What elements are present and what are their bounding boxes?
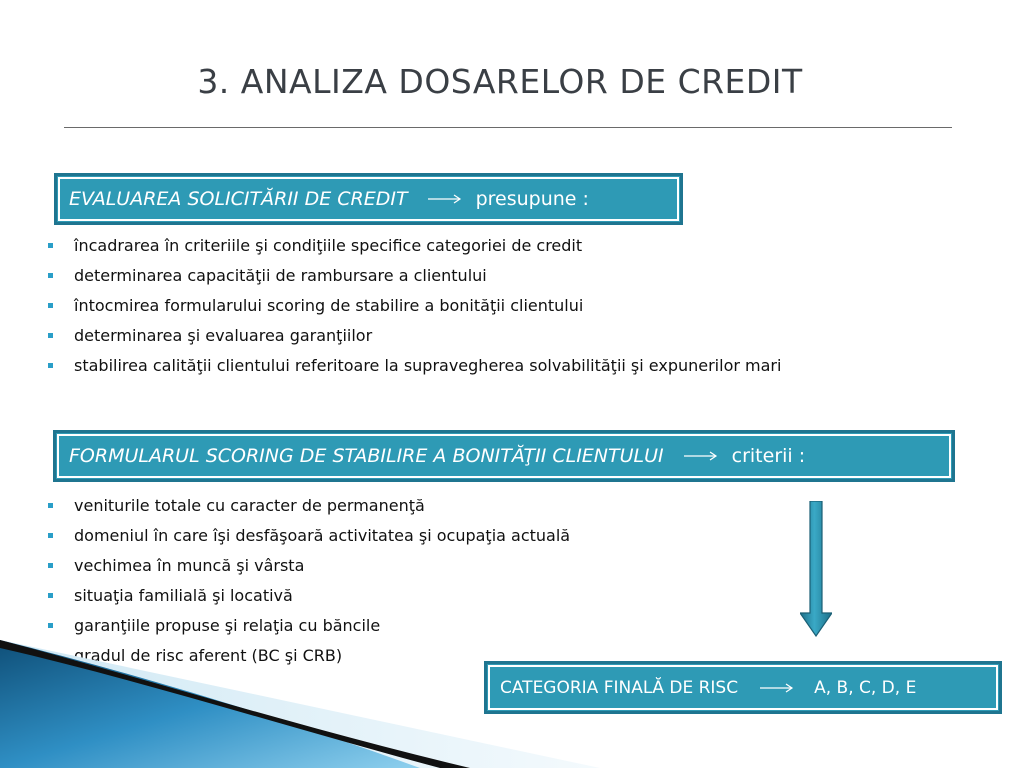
list-item: întocmirea formularului scoring de stabilire a bonităţii clientului bbox=[44, 296, 781, 326]
list-item: determinarea şi evaluarea garanţiilor bbox=[44, 326, 781, 356]
evaluation-bullet-list bbox=[44, 236, 781, 386]
scoring-header-box bbox=[53, 430, 955, 482]
bullet-square-icon bbox=[48, 623, 53, 628]
list-item: încadrarea în criteriile şi condiţiile specifice categoriei de credit bbox=[44, 236, 781, 266]
list-item: domeniul în care îşi desfăşoară activitatea şi ocupaţia actuală bbox=[44, 526, 570, 556]
bullet-square-icon bbox=[48, 303, 53, 308]
list-item: gradul de risc aferent (BC şi CRB) bbox=[44, 646, 570, 676]
list-item: garanţiile propuse şi relaţia cu băncile bbox=[44, 616, 570, 646]
bullet-square-icon bbox=[48, 593, 53, 598]
list-item: situaţia familială şi locativă bbox=[44, 586, 570, 616]
page-title: 3. ANALIZA DOSARELOR DE CREDIT bbox=[197, 62, 803, 101]
bullet-square-icon bbox=[48, 533, 53, 538]
scoring-suffix: criterii : bbox=[731, 445, 806, 467]
bullet-square-icon bbox=[48, 503, 53, 508]
scoring-heading: FORMULARUL SCORING DE STABILIRE A BONITĂŢII CLIENTULUI bbox=[69, 445, 664, 467]
bullet-square-icon bbox=[48, 363, 53, 368]
title-divider bbox=[64, 127, 952, 128]
list-item: determinarea capacităţii de rambursare a clientului bbox=[44, 266, 781, 296]
evaluation-suffix: presupune : bbox=[475, 188, 589, 210]
evaluation-header-box bbox=[54, 173, 683, 225]
decorative-corner-swoosh bbox=[0, 640, 600, 768]
bullet-square-icon bbox=[48, 333, 53, 338]
list-item: vechimea în muncă şi vârsta bbox=[44, 556, 570, 586]
list-item: veniturile totale cu caracter de permanenţă bbox=[44, 496, 570, 526]
right-arrow-icon bbox=[760, 682, 794, 694]
evaluation-heading: EVALUAREA SOLICITĂRII DE CREDIT bbox=[69, 188, 408, 210]
right-arrow-icon bbox=[428, 193, 462, 205]
risk-category-label: CATEGORIA FINALĂ DE RISC bbox=[500, 677, 739, 698]
bullet-square-icon bbox=[48, 563, 53, 568]
down-arrow-icon bbox=[800, 501, 832, 637]
list-item: stabilirea calităţii clientului referitoare la supravegherea solvabilităţii şi expunerilor mari bbox=[44, 356, 781, 386]
bullet-square-icon bbox=[48, 243, 53, 248]
bullet-square-icon bbox=[48, 273, 53, 278]
risk-category-values: A, B, C, D, E bbox=[814, 677, 917, 698]
right-arrow-icon bbox=[684, 450, 718, 462]
